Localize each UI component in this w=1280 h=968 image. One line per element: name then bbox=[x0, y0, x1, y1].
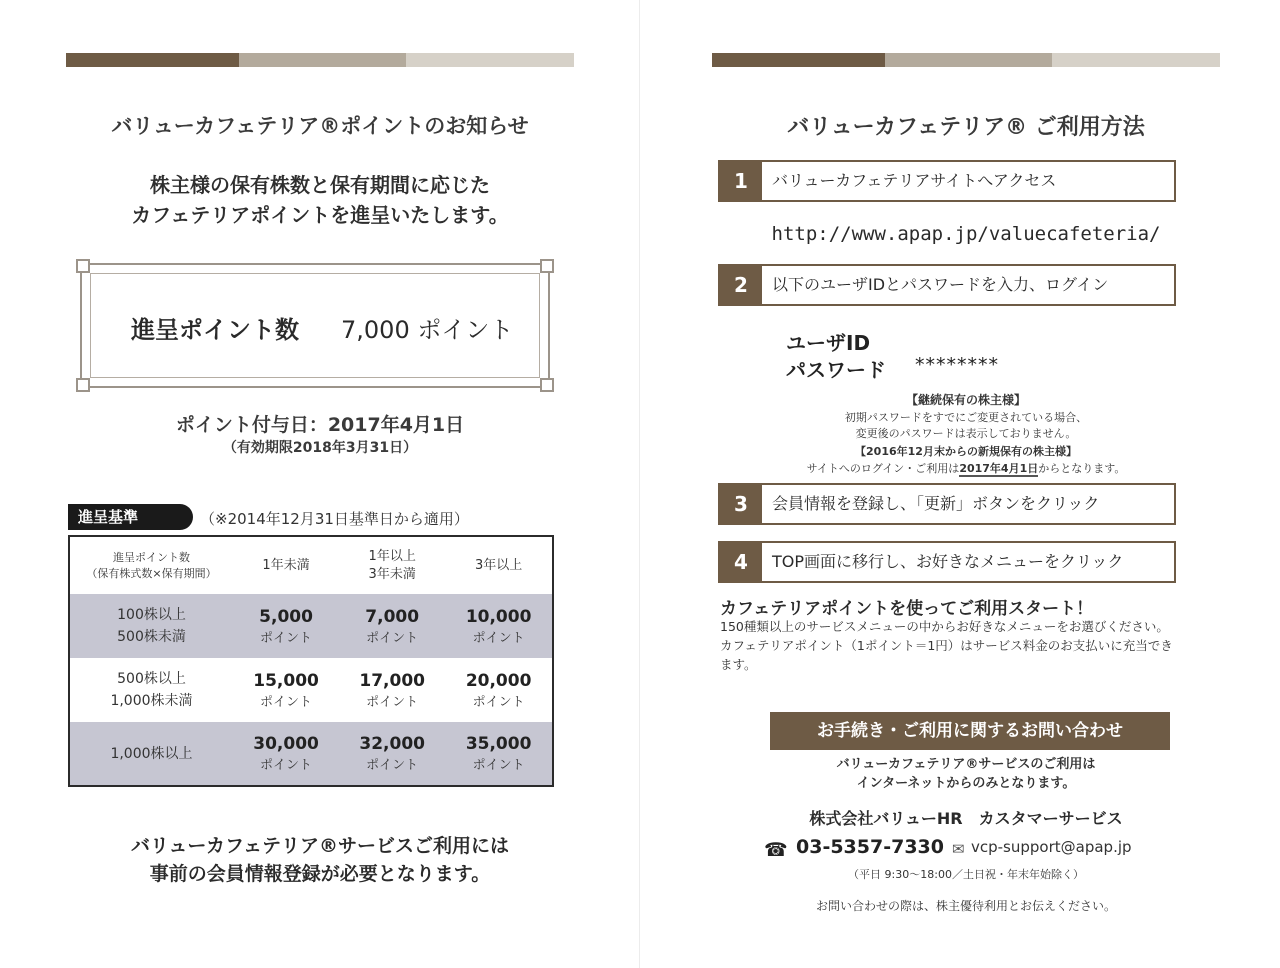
shares-line: 500株以上 bbox=[117, 671, 186, 687]
step-number: 2 bbox=[720, 266, 762, 304]
points-unit: ポイント bbox=[260, 758, 313, 773]
bar-segment-light bbox=[1052, 53, 1220, 67]
points-cell bbox=[339, 722, 445, 786]
grant-date: ポイント付与日：2017年4月1日 bbox=[175, 414, 465, 436]
bar-segment-light bbox=[406, 53, 574, 67]
step-label: TOP画面に移行し、お好きなメニューをクリック bbox=[772, 552, 1124, 571]
step-3 bbox=[718, 483, 1176, 525]
points-number: 15,000 bbox=[253, 670, 319, 691]
points-unit: ポイント bbox=[260, 630, 313, 646]
points-cell bbox=[445, 594, 553, 658]
points-number: 30,000 bbox=[253, 734, 319, 754]
footer-line: バリューカフェテリア®サービスご利用には bbox=[130, 835, 510, 857]
registration-notice bbox=[66, 832, 574, 888]
shares-cell bbox=[69, 658, 233, 722]
step-1 bbox=[718, 160, 1176, 202]
note-line bbox=[712, 460, 1220, 476]
contact-note-line: インターネットからのみとなります。 bbox=[856, 776, 1076, 791]
criteria-badge: 進呈基準 bbox=[68, 504, 193, 530]
password-label: パスワード bbox=[786, 358, 886, 382]
points-unit: ポイント bbox=[366, 758, 419, 773]
points-box-inner-frame bbox=[90, 273, 540, 378]
email-address[interactable]: vcp-support@apap.jp bbox=[971, 838, 1132, 856]
start-headline: カフェテリアポイントを使ってご利用スタート！ bbox=[720, 599, 1094, 619]
step-label: 以下のユーザIDとパスワードを入力、ログイン bbox=[772, 275, 1109, 294]
intro-line: 株主様の保有株数と保有期間に応じた bbox=[150, 173, 490, 197]
points-cell bbox=[233, 722, 339, 786]
shares-line: 1,000株以上 bbox=[110, 745, 193, 762]
points-number: 17,000 bbox=[359, 670, 425, 691]
step-2 bbox=[718, 264, 1176, 306]
table-header-row bbox=[69, 536, 553, 594]
shares-cell bbox=[69, 594, 233, 658]
phone-number[interactable]: 03-5357-7330 bbox=[796, 836, 944, 858]
decorative-top-bar bbox=[712, 53, 1220, 67]
table-row bbox=[69, 594, 553, 658]
points-number: 32,000 bbox=[359, 734, 425, 754]
column-header-line: 1年以上 bbox=[368, 548, 416, 564]
table-row bbox=[69, 658, 553, 722]
company-name: 株式会社バリューHR カスタマーサービス bbox=[809, 809, 1123, 828]
points-unit: ポイント bbox=[472, 630, 525, 646]
corner-ornament bbox=[540, 378, 554, 392]
points-value: 7,000 ポイント bbox=[341, 316, 514, 344]
criteria-table bbox=[68, 535, 554, 787]
notice-title: バリューカフェテリア®ポイントのお知らせ bbox=[111, 114, 529, 138]
intro-line: カフェテリアポイントを進呈いたします。 bbox=[131, 203, 509, 227]
bar-segment-mid bbox=[239, 53, 407, 67]
notice-intro bbox=[66, 170, 574, 230]
phone-icon: ☎ bbox=[764, 839, 788, 861]
points-number: 10,000 bbox=[465, 606, 532, 627]
note-line: 初期パスワードをすでにご変更されている場合、 bbox=[844, 411, 1088, 424]
table-corner-header bbox=[69, 536, 233, 594]
points-cell bbox=[445, 658, 553, 722]
note-heading: 【継続保有の株主様】 bbox=[905, 393, 1026, 407]
points-cell bbox=[339, 594, 445, 658]
start-date-underlined: 2017年4月1日 bbox=[959, 462, 1039, 475]
mail-icon: ✉ bbox=[952, 840, 965, 858]
contact-note bbox=[712, 755, 1220, 793]
step-number: 3 bbox=[720, 485, 762, 523]
corner-header-line: 進呈ポイント数 bbox=[113, 550, 190, 564]
points-cell bbox=[445, 722, 553, 786]
points-number: 20,000 bbox=[465, 670, 532, 691]
column-header-line: 3年未満 bbox=[368, 566, 416, 582]
bar-segment-dark bbox=[66, 53, 239, 67]
footer-line: 事前の会員情報登録が必要となります。 bbox=[149, 863, 491, 885]
corner-ornament bbox=[540, 259, 554, 273]
step-4 bbox=[718, 541, 1176, 583]
shares-line: 500株未満 bbox=[117, 629, 186, 645]
note-line: 変更後のパスワードは表示しておりません。 bbox=[855, 427, 1077, 440]
points-cell bbox=[233, 594, 339, 658]
usage-title: バリューカフェテリア® ご利用方法 bbox=[787, 115, 1145, 140]
site-url-link[interactable]: http://www.apap.jp/valuecafeteria/ bbox=[771, 223, 1161, 245]
step-label: バリューカフェテリアサイトへアクセス bbox=[772, 171, 1057, 190]
points-unit: ポイント bbox=[366, 694, 419, 710]
step-number: 1 bbox=[720, 162, 762, 200]
criteria-note: （※2014年12月31日基準日から適用） bbox=[200, 510, 469, 528]
table-row bbox=[69, 722, 553, 786]
points-number: 35,000 bbox=[465, 734, 532, 754]
step-number: 4 bbox=[720, 543, 762, 581]
note-heading: 【2016年12月末からの新規保有の株主様】 bbox=[855, 445, 1077, 458]
column-header bbox=[339, 536, 445, 594]
points-unit: ポイント bbox=[472, 694, 525, 710]
password-value: ******** bbox=[915, 354, 999, 376]
points-unit: ポイント bbox=[260, 694, 313, 710]
points-unit: ポイント bbox=[472, 758, 525, 773]
points-cell bbox=[233, 658, 339, 722]
points-label: 進呈ポイント数 bbox=[131, 316, 299, 344]
contact-banner: お手続き・ご利用に関するお問い合わせ bbox=[770, 712, 1170, 750]
points-cell bbox=[339, 658, 445, 722]
note-text: からとなります。 bbox=[1038, 462, 1126, 475]
note-text: サイトへのログイン・ご利用は bbox=[806, 462, 960, 475]
expiry-date: （有効期限2018年3月31日） bbox=[222, 440, 418, 456]
corner-ornament bbox=[76, 378, 90, 392]
step-label: 会員情報を登録し、「更新」ボタンをクリック bbox=[772, 494, 1100, 513]
bar-segment-mid bbox=[885, 53, 1053, 67]
userid-label: ユーザID bbox=[786, 331, 871, 355]
contact-note-line: バリューカフェテリア®サービスのご利用は bbox=[836, 757, 1096, 772]
points-box bbox=[80, 263, 550, 388]
bar-segment-dark bbox=[712, 53, 885, 67]
points-number: 7,000 bbox=[365, 606, 420, 627]
corner-header-line: （保有株式数×保有期間） bbox=[86, 566, 217, 580]
business-hours: （平日 9:30～18:00／土日祝・年末年始除く） bbox=[848, 868, 1084, 881]
points-number: 5,000 bbox=[259, 606, 313, 627]
column-header: 1年未満 bbox=[262, 557, 310, 573]
shares-line: 100株以上 bbox=[117, 607, 186, 623]
points-unit: ポイント bbox=[366, 630, 419, 646]
decorative-top-bar bbox=[66, 53, 574, 67]
shares-line: 1,000株未満 bbox=[110, 693, 193, 709]
page-fold bbox=[639, 0, 640, 968]
inquiry-note: お問い合わせの際は、株主優待利用とお伝えください。 bbox=[815, 899, 1116, 913]
corner-ornament bbox=[76, 259, 90, 273]
column-header: 3年以上 bbox=[474, 557, 523, 573]
shares-cell bbox=[69, 722, 233, 786]
start-body: 150種類以上のサービスメニューの中からお好きなメニューをお選びください。カフェテリアポイント（1ポイント＝1円）はサービス料金のお支払いに充当できます。 bbox=[720, 619, 1173, 672]
